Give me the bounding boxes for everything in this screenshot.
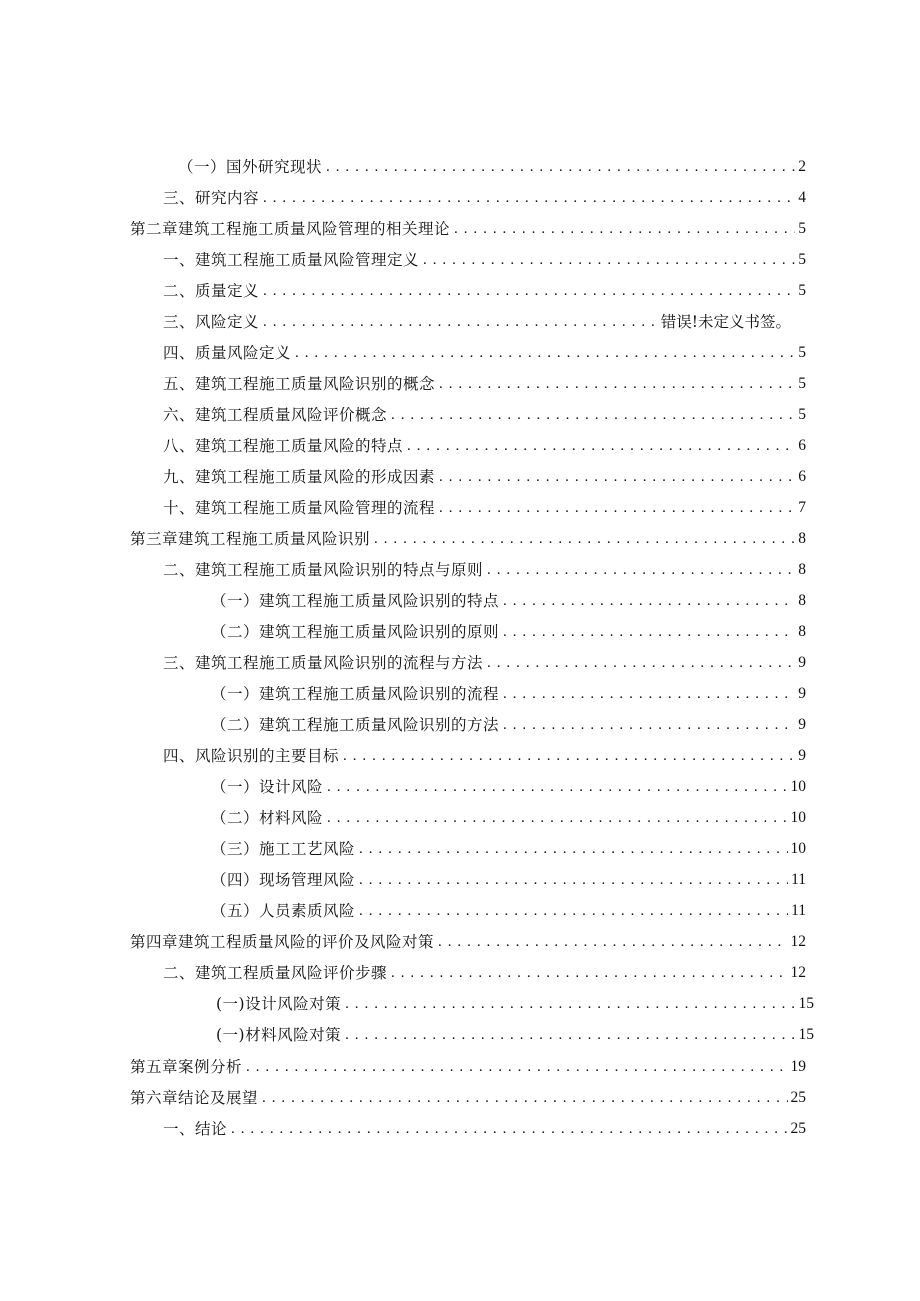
toc-entry[interactable]: [216, 1020, 814, 1046]
toc-entry[interactable]: [163, 431, 806, 457]
toc-entry[interactable]: [211, 834, 806, 860]
toc-entry[interactable]: [163, 493, 806, 519]
toc-entry-title: 一、建筑工程施工质量风险管理定义: [163, 251, 420, 269]
toc-entry-page: 8: [798, 561, 806, 578]
toc-entry-title: 十、建筑工程施工质量风险管理的流程: [163, 499, 436, 517]
toc-entry-title: 三、风险定义: [163, 313, 260, 331]
toc-entry-title: 二、建筑工程施工质量风险识别的特点与原则: [163, 561, 484, 579]
toc-entry[interactable]: [163, 307, 791, 333]
toc-entry-title: 第三章建筑工程施工质量风险识别: [130, 530, 371, 548]
toc-entry-page: 8: [798, 530, 806, 547]
toc-entry-title: （一）建筑工程施工质量风险识别的流程: [211, 685, 500, 703]
toc-entry-title: 八、建筑工程施工质量风险的特点: [163, 437, 404, 455]
toc-dot-leader: [260, 1087, 787, 1109]
toc-entry-page: 4: [798, 189, 806, 206]
toc-entry-page: 25: [790, 1120, 806, 1137]
toc-entry-title: 三、研究内容: [163, 189, 260, 207]
toc-entry-page: 19: [790, 1058, 806, 1075]
toc-entry[interactable]: [178, 152, 806, 178]
toc-dot-leader: [501, 590, 795, 612]
toc-entry-title: (一)材料风险对策: [216, 1026, 342, 1044]
toc-dot-leader: [437, 373, 795, 395]
toc-dot-leader: [437, 497, 795, 519]
toc-dot-leader: [501, 683, 795, 705]
toc-entry-page: 5: [798, 220, 806, 237]
toc-dot-leader: [324, 156, 795, 178]
toc-entry-title: 二、质量定义: [163, 282, 260, 300]
toc-entry-page: 12: [790, 964, 806, 981]
toc-entry[interactable]: [211, 772, 806, 798]
toc-entry[interactable]: [211, 896, 806, 922]
toc-dot-leader: [405, 435, 795, 457]
toc-entry[interactable]: [211, 865, 806, 891]
toc-entry-title: 第四章建筑工程质量风险的评价及风险对策: [130, 933, 435, 951]
toc-dot-leader: [325, 776, 787, 798]
toc-entry[interactable]: [211, 617, 806, 643]
toc-entry[interactable]: [163, 648, 806, 674]
toc-entry[interactable]: [130, 214, 806, 240]
toc-dot-leader: [357, 838, 787, 860]
toc-dot-leader: [501, 714, 795, 736]
toc-entry-page: 9: [798, 685, 806, 702]
toc-dot-leader: [437, 466, 795, 488]
toc-entry-page: 错误!未定义书签。: [660, 313, 791, 331]
toc-dot-leader: [343, 1024, 795, 1046]
toc-dot-leader: [436, 931, 787, 953]
toc-dot-leader: [341, 745, 795, 767]
toc-entry[interactable]: [163, 462, 806, 488]
toc-entry-title: 一、结论: [163, 1120, 228, 1138]
toc-entry[interactable]: [163, 369, 806, 395]
toc-entry[interactable]: [211, 586, 806, 612]
toc-dot-leader: [372, 528, 795, 550]
toc-entry-page: 9: [798, 747, 806, 764]
toc-entry-title: (一)设计风险对策: [216, 995, 342, 1013]
toc-entry-page: 5: [798, 375, 806, 392]
toc-entry[interactable]: [130, 524, 806, 550]
toc-dot-leader: [325, 807, 787, 829]
toc-entry[interactable]: [211, 710, 806, 736]
toc-dot-leader: [343, 993, 795, 1015]
toc-dot-leader: [244, 1056, 787, 1078]
toc-entry-page: 9: [798, 654, 806, 671]
toc-dot-leader: [452, 218, 795, 240]
toc-dot-leader: [261, 311, 655, 333]
toc-entry-title: 第六章结论及展望: [130, 1089, 259, 1107]
toc-entry-title: 四、风险识别的主要目标: [163, 747, 340, 765]
toc-entry-page: 6: [798, 468, 806, 485]
toc-dot-leader: [357, 869, 788, 891]
toc-dot-leader: [389, 962, 787, 984]
toc-entry[interactable]: [163, 183, 806, 209]
toc-entry[interactable]: [163, 958, 806, 984]
toc-entry[interactable]: [130, 1083, 806, 1109]
toc-entry-page: 11: [791, 871, 806, 888]
toc-entry-page: 5: [798, 251, 806, 268]
toc-entry[interactable]: [216, 989, 814, 1015]
toc-entry-page: 8: [798, 623, 806, 640]
toc-entry-title: 二、建筑工程质量风险评价步骤: [163, 964, 388, 982]
toc-entry-page: 10: [790, 840, 806, 857]
toc-entry-page: 8: [798, 592, 806, 609]
toc-entry-page: 15: [798, 1026, 814, 1043]
toc-entry-page: 10: [790, 778, 806, 795]
toc-entry-title: 六、建筑工程质量风险评价概念: [163, 406, 388, 424]
toc-entry-page: 2: [798, 158, 806, 175]
toc-entry[interactable]: [163, 400, 806, 426]
toc-dot-leader: [485, 559, 795, 581]
toc-entry[interactable]: [163, 1114, 806, 1140]
toc-entry-page: 11: [791, 902, 806, 919]
toc-entry-page: 6: [798, 437, 806, 454]
toc-entry-title: （四）现场管理风险: [211, 871, 356, 889]
toc-dot-leader: [293, 342, 795, 364]
toc-entry[interactable]: [163, 555, 806, 581]
toc-dot-leader: [357, 900, 788, 922]
toc-entry-page: 5: [798, 344, 806, 361]
toc-entry-title: （一）建筑工程施工质量风险识别的特点: [211, 592, 500, 610]
toc-entry-title: （一）设计风险: [211, 778, 324, 796]
toc-entry-page: 7: [798, 499, 806, 516]
toc-entry-title: （五）人员素质风险: [211, 902, 356, 920]
toc-dot-leader: [389, 404, 795, 426]
toc-entry-page: 12: [790, 933, 806, 950]
toc-entry-title: 第五章案例分析: [130, 1058, 243, 1076]
toc-entry-page: 5: [798, 406, 806, 423]
toc-entry[interactable]: [163, 741, 806, 767]
toc-entry-title: 九、建筑工程施工质量风险的形成因素: [163, 468, 436, 486]
toc-dot-leader: [229, 1118, 787, 1140]
toc-entry[interactable]: [163, 245, 806, 271]
toc-entry[interactable]: [130, 927, 806, 953]
toc-entry-page: 25: [790, 1089, 806, 1106]
toc-entry-title: （三）施工工艺风险: [211, 840, 356, 858]
toc-entry[interactable]: [163, 276, 806, 302]
toc-entry-title: 三、建筑工程施工质量风险识别的流程与方法: [163, 654, 484, 672]
toc-entry[interactable]: [211, 803, 806, 829]
toc-entry[interactable]: [130, 1052, 806, 1078]
toc-entry-title: 五、建筑工程施工质量风险识别的概念: [163, 375, 436, 393]
toc-entry-title: 四、质量风险定义: [163, 344, 292, 362]
toc-entry-title: （二）建筑工程施工质量风险识别的方法: [211, 716, 500, 734]
toc-entry-title: 第二章建筑工程施工质量风险管理的相关理论: [130, 220, 451, 238]
toc-dot-leader: [485, 652, 795, 674]
toc-dot-leader: [261, 280, 795, 302]
toc-entry-page: 15: [798, 995, 814, 1012]
toc-entry-page: 10: [790, 809, 806, 826]
toc-entry-title: （一）国外研究现状: [178, 158, 323, 176]
toc-dot-leader: [421, 249, 795, 271]
toc-entry[interactable]: [211, 679, 806, 705]
toc-entry-title: （二）材料风险: [211, 809, 324, 827]
toc-dot-leader: [501, 621, 795, 643]
toc-entry-page: 9: [798, 716, 806, 733]
toc-entry-title: （二）建筑工程施工质量风险识别的原则: [211, 623, 500, 641]
toc-dot-leader: [261, 187, 795, 209]
toc-entry[interactable]: [163, 338, 806, 364]
toc-entry-page: 5: [798, 282, 806, 299]
